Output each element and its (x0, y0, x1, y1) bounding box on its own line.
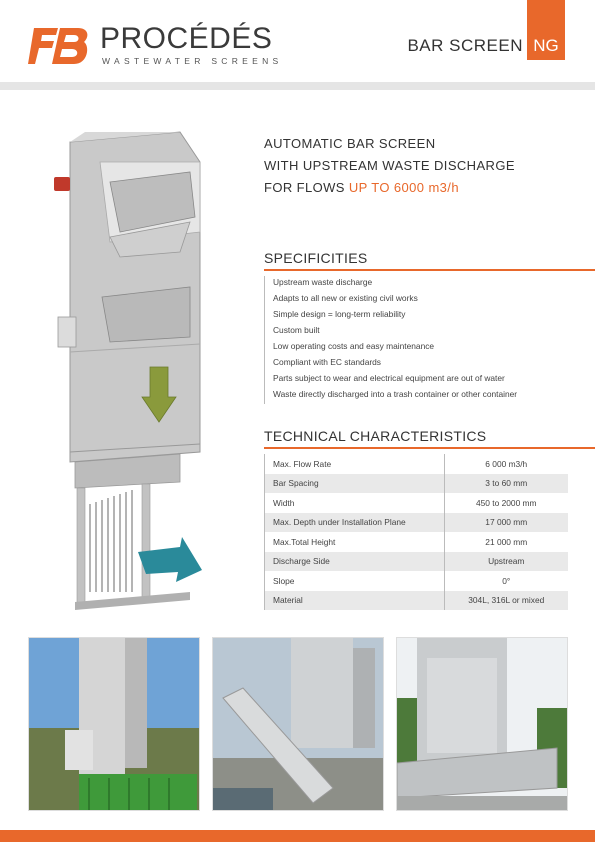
spec-item: Waste directly discharged into a trash container or other container (264, 388, 584, 404)
spec-item: Parts subject to wear and electrical equipment are out of water (264, 372, 584, 388)
brand-logo (28, 22, 288, 72)
table-row (265, 532, 569, 552)
footer-bar (0, 830, 595, 842)
row-value: 0° (444, 571, 568, 591)
spec-item: Adapts to all new or existing civil works (264, 292, 584, 308)
document-title (407, 0, 565, 60)
fb-logo-icon (28, 24, 90, 66)
row-value: 450 to 2000 mm (444, 493, 568, 513)
headline-highlight: UP TO 6000 m3/h (348, 180, 459, 195)
spec-item: Custom built (264, 324, 584, 340)
row-value: 3 to 60 mm (444, 474, 568, 494)
row-value: Upstream (444, 552, 568, 572)
header-divider (0, 82, 595, 90)
row-label: Max. Flow Rate (265, 454, 445, 474)
headline (264, 133, 574, 199)
headline-line-3-prefix: FOR FLOWS (264, 180, 349, 195)
document-title-badge: NG (527, 0, 565, 60)
bar-screen-illustration (50, 122, 220, 612)
row-label: Bar Spacing (265, 474, 445, 494)
row-label: Material (265, 591, 445, 611)
technical-table (264, 454, 568, 610)
row-label: Slope (265, 571, 445, 591)
technical-title: TECHNICAL CHARACTERISTICS (264, 428, 487, 444)
row-value: 17 000 mm (444, 513, 568, 533)
row-value: 304L, 316L or mixed (444, 591, 568, 611)
headline-line-1: AUTOMATIC BAR SCREEN (264, 136, 436, 151)
table-row (265, 474, 569, 494)
table-row (265, 493, 569, 513)
row-value: 21 000 mm (444, 532, 568, 552)
spec-item: Low operating costs and easy maintenance (264, 340, 584, 356)
installation-photo-2 (212, 637, 384, 811)
row-label: Width (265, 493, 445, 513)
row-label: Max.Total Height (265, 532, 445, 552)
headline-line-2: WITH UPSTREAM WASTE DISCHARGE (264, 158, 515, 173)
table-row (265, 591, 569, 611)
row-value: 6 000 m3/h (444, 454, 568, 474)
brand-tagline: WASTEWATER SCREENS (102, 56, 283, 66)
table-row (265, 454, 569, 474)
row-label: Discharge Side (265, 552, 445, 572)
table-row (265, 513, 569, 533)
table-row (265, 552, 569, 572)
spec-item: Upstream waste discharge (264, 276, 584, 292)
headline-line-3 (264, 177, 574, 199)
table-row (265, 571, 569, 591)
spec-item: Simple design = long-term reliability (264, 308, 584, 324)
technical-rule (264, 447, 595, 449)
brand-name: PROCÉDÉS (100, 22, 273, 55)
spec-item: Compliant with EC standards (264, 356, 584, 372)
document-title-text: BAR SCREEN (407, 36, 523, 55)
installation-photo-3 (396, 637, 568, 811)
specificities-list (264, 276, 584, 404)
specificities-rule (264, 269, 595, 271)
installation-photo-1 (28, 637, 200, 811)
row-label: Max. Depth under Installation Plane (265, 513, 445, 533)
specificities-title: SPECIFICITIES (264, 250, 368, 266)
